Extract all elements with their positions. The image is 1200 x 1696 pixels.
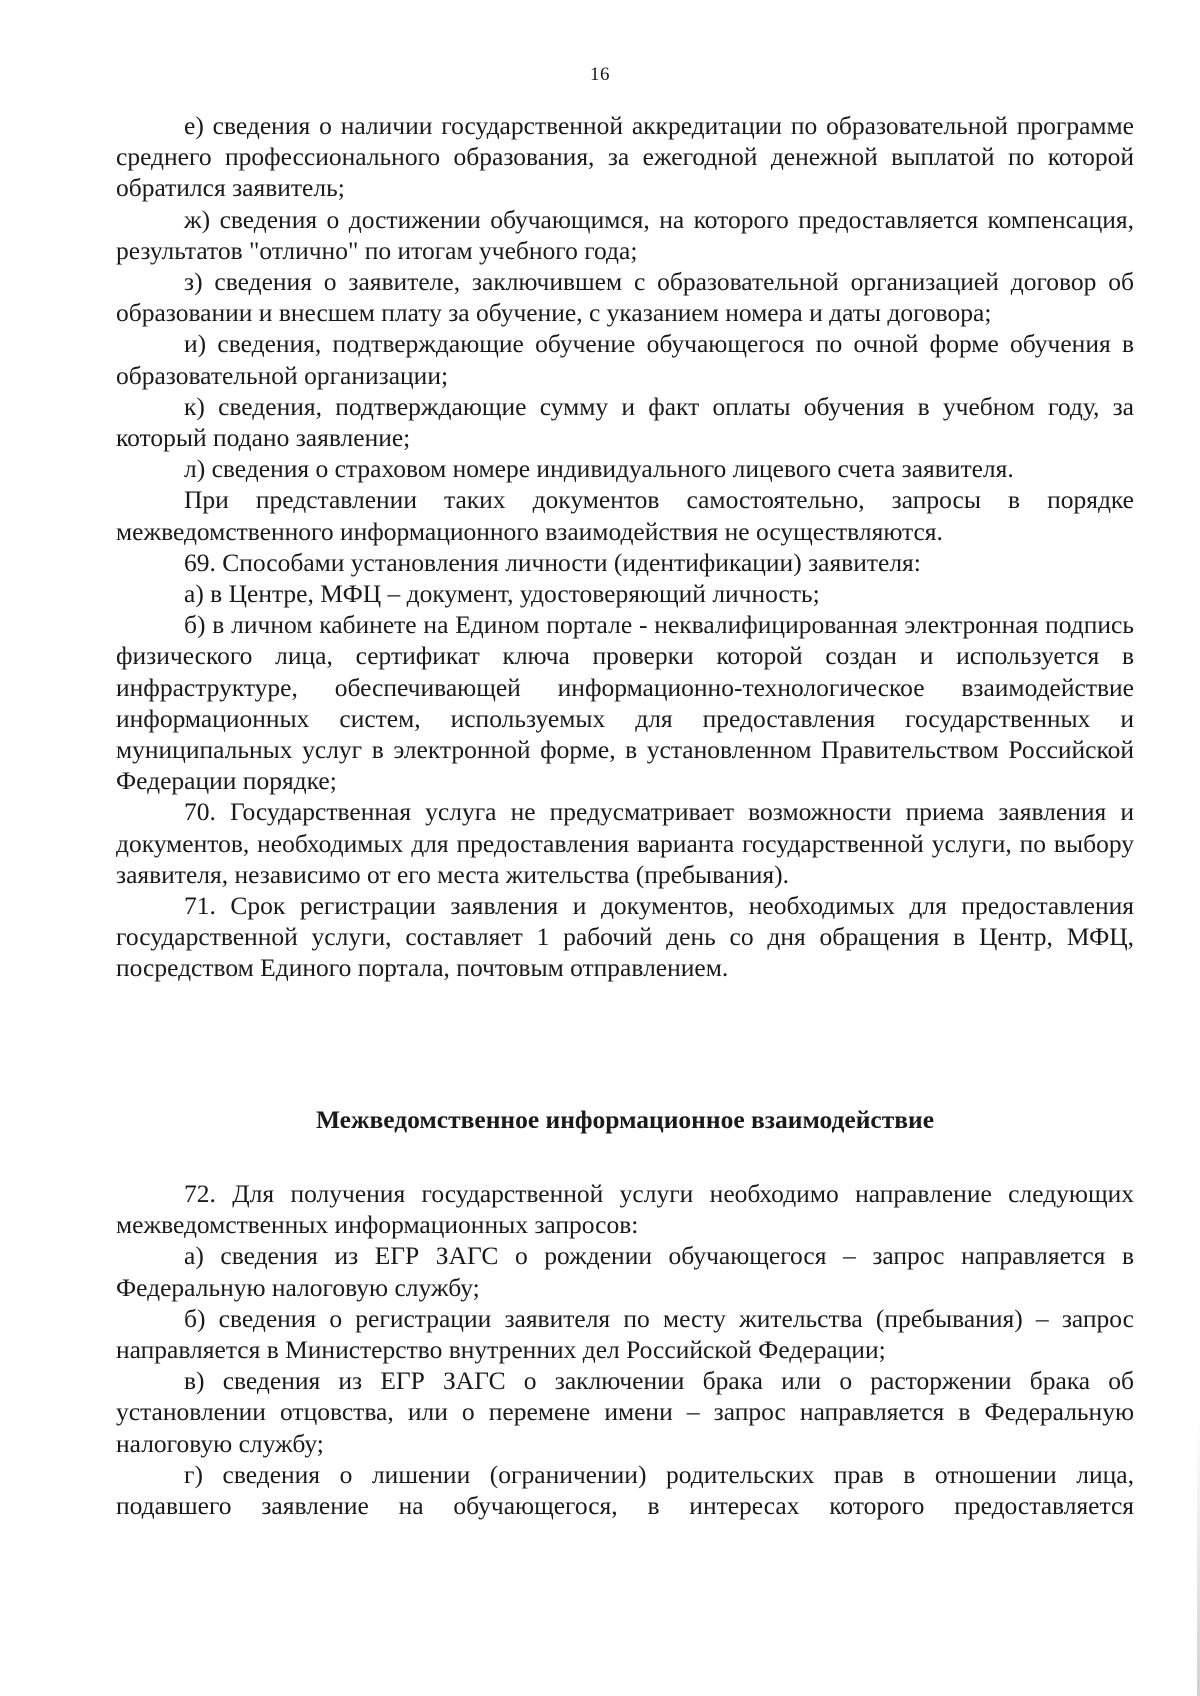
paragraph-69-a: а) в Центре, МФЦ – документ, удостоверяющий личность; bbox=[184, 579, 820, 609]
paragraphs-block-2 bbox=[116, 1178, 1134, 1521]
paragraph-72-v: в) сведения из ЕГР ЗАГС о заключении брака или о расторжении брака об установлении отцовства, или о перемене имени – запрос направляется в Федеральную налоговую службу; bbox=[116, 1366, 1134, 1458]
paragraphs-block-1 bbox=[116, 110, 1134, 984]
paragraph-l: л) сведения о страховом номере индивидуального лицевого счета заявителя. bbox=[184, 454, 1014, 484]
paragraph-72-b: б) сведения о регистрации заявителя по месту жительства (пребывания) – запрос направляется в Министерство внутренних дел Российской Федерации; bbox=[116, 1303, 1134, 1365]
paragraph-self-submission: При представлении таких документов самостоятельно, запросы в порядке межведомственного информационного взаимодействия не осуществляются. bbox=[116, 485, 1134, 546]
paragraph-e: е) сведения о наличии государственной аккредитации по образовательной программе среднего профессионального образования, за ежегодной денежной выплатой по которой обратился заявитель; bbox=[116, 111, 1134, 203]
paragraph-69-b: б) в личном кабинете на Едином портале - неквалифицированная электронная подпись физического лица, сертификат ключа проверки которой создан и используется в инфраструктуре, обеспечивающей информационно-технологическое взаимодействие информационных систем, используемых для предоставления государственных и муниципальных услуг в электронной форме, в установленном Правительством Российской Федерации порядке; bbox=[116, 610, 1134, 796]
paragraph-zh: ж) сведения о достижении обучающимся, на которого предоставляется компенсация, результатов "отлично" по итогам учебного года; bbox=[116, 204, 1134, 265]
paragraph-72-a: а) сведения из ЕГР ЗАГС о рождении обучающегося – запрос направляется в Федеральную налоговую службу; bbox=[116, 1241, 1134, 1302]
page-number: 16 bbox=[590, 64, 610, 85]
paragraph-72: 72. Для получения государственной услуги необходимо направление следующих межведомственных информационных запросов: bbox=[116, 1179, 1134, 1240]
paragraph-70: 70. Государственная услуга не предусматривает возможности приема заявления и документов, необходимых для предоставления варианта государственной услуги, по выбору заявителя, независимо от его места жительства (пребывания). bbox=[116, 797, 1134, 889]
paragraph-i: и) сведения, подтверждающие обучение обучающегося по очной форме обучения в образовательной организации; bbox=[116, 329, 1134, 390]
paragraph-72-g: г) сведения о лишении (ограничении) родительских прав в отношении лица, подавшего заявление на обучающегося, в интересах которого предоставляется bbox=[116, 1459, 1134, 1521]
paragraph-k: к) сведения, подтверждающие сумму и факт оплаты обучения в учебном году, за который подано заявление; bbox=[116, 391, 1134, 453]
paragraph-69: 69. Способами установления личности (идентификации) заявителя: bbox=[184, 547, 921, 577]
paragraph-z: з) сведения о заявителе, заключившем с образовательной организацией договор об образовании и внесшем плату за обучение, с указанием номера и даты договора; bbox=[116, 267, 1134, 328]
section-heading: Межведомственное информационное взаимодействие bbox=[315, 1105, 935, 1134]
paragraph-71: 71. Срок регистрации заявления и документов, необходимых для предоставления государственной услуги, составляет 1 рабочий день со дня обращения в Центр, МФЦ, посредством Единого портала, почтовым отправлением. bbox=[116, 891, 1134, 983]
